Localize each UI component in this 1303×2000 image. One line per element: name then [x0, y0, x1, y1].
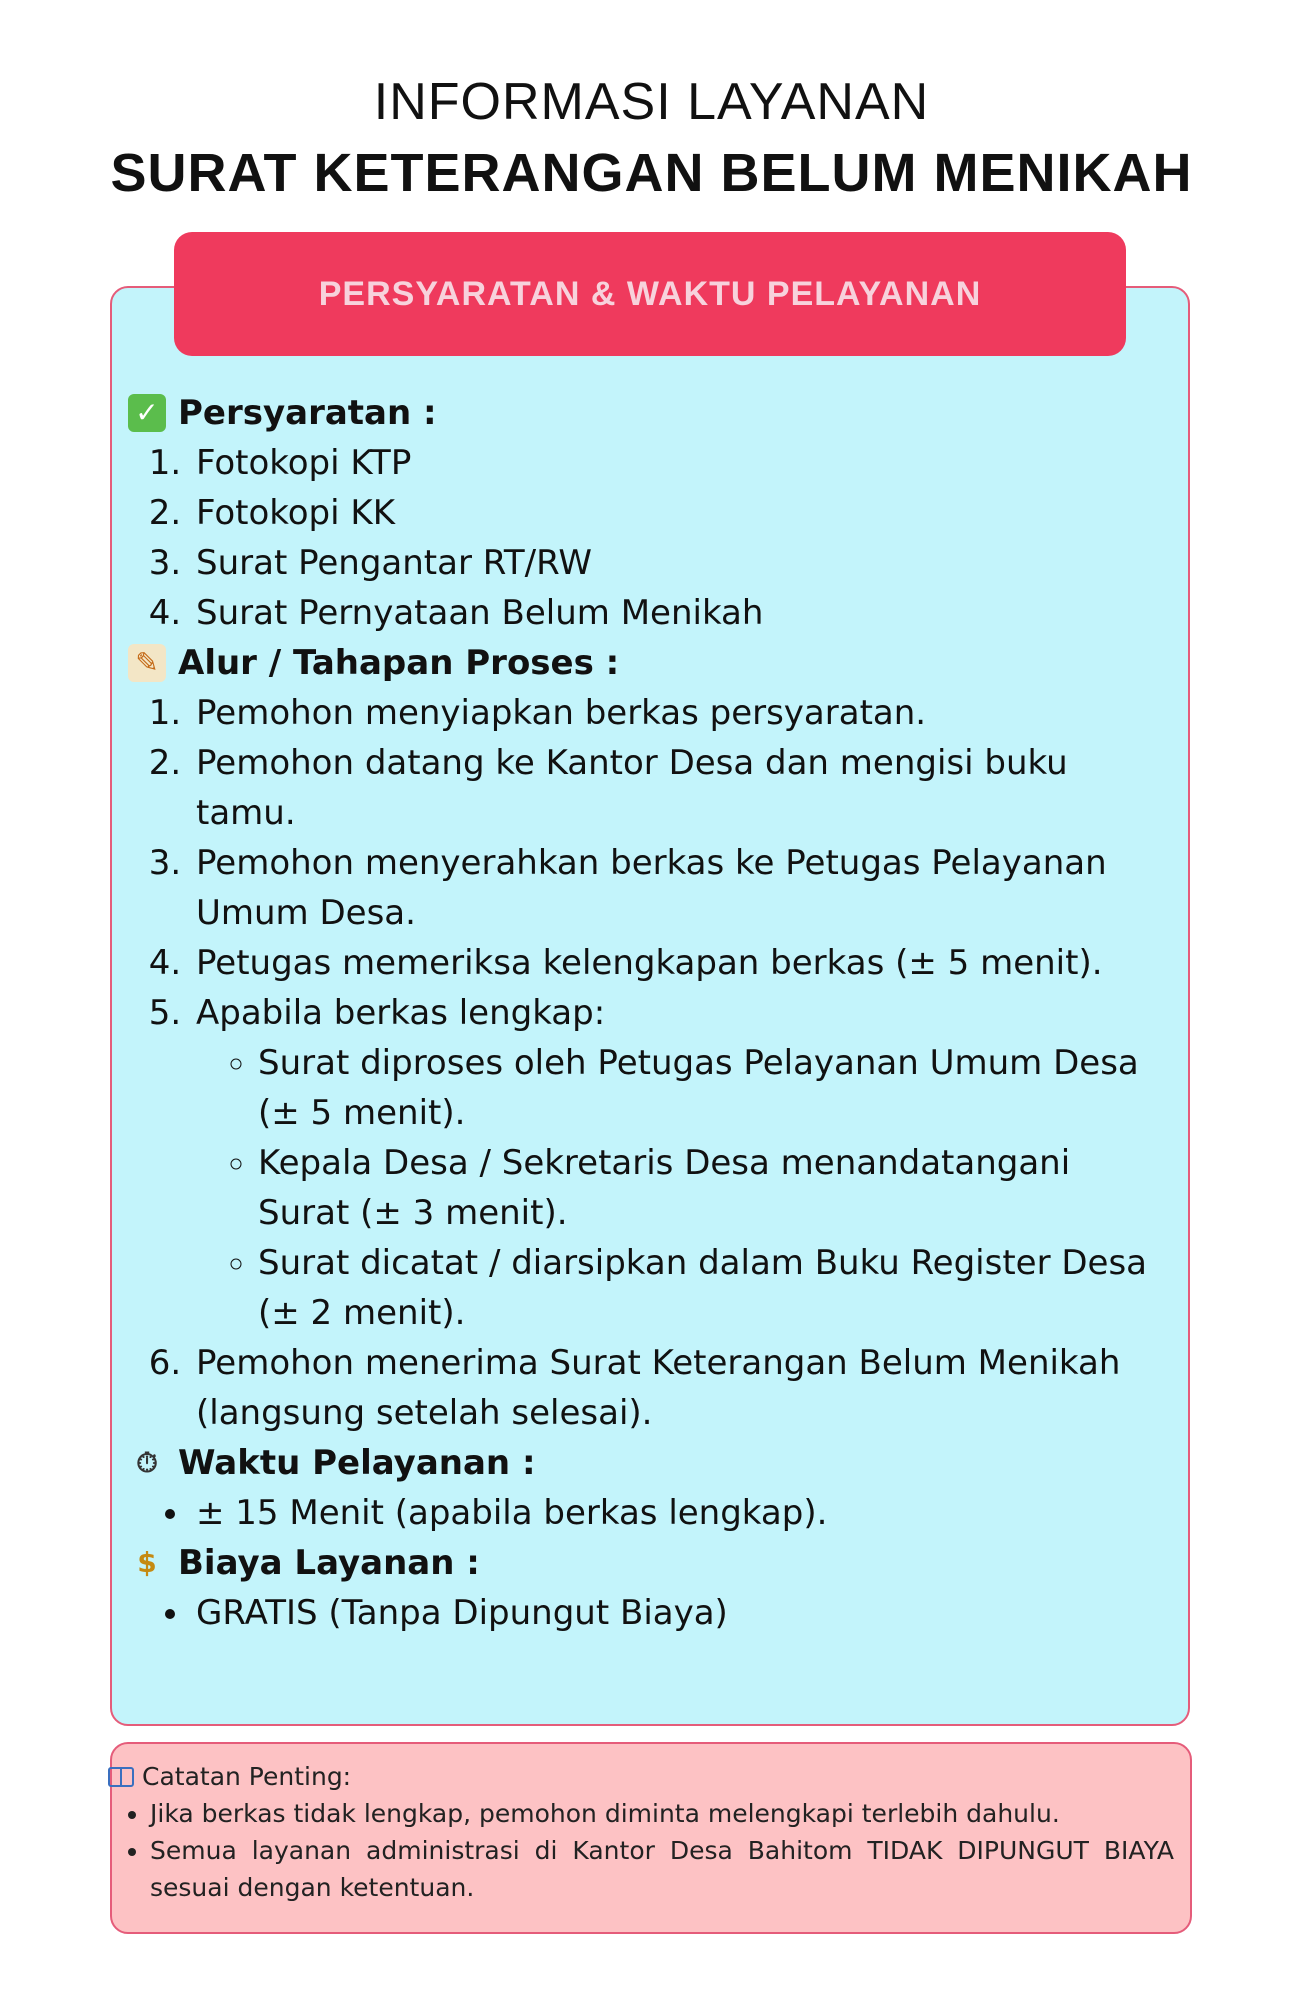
process-list: [128, 688, 1168, 1438]
requirements-heading: [128, 388, 1168, 438]
process-title: Alur / Tahapan Proses :: [178, 643, 620, 683]
list-item: • Jika berkas tidak lengkap, pemohon diminta melengkapi terlebih dahulu.: [150, 1795, 1174, 1832]
note-title: Catatan Penting:: [142, 1762, 352, 1791]
list-item: 4. Surat Pernyataan Belum Menikah: [192, 588, 1168, 638]
list-item: ◦ Surat diproses oleh Petugas Pelayanan Umum Desa (± 5 menit).: [258, 1038, 1168, 1138]
list-item: ◦ Kepala Desa / Sekretaris Desa menandatangani Surat (± 3 menit).: [258, 1138, 1168, 1238]
panel-content: [128, 388, 1168, 1638]
list-item: 1. Fotokopi KTP: [192, 438, 1168, 488]
fee-title: Biaya Layanan :: [178, 1543, 480, 1583]
note-list: [108, 1795, 1174, 1906]
list-item: [192, 988, 1168, 1338]
memo-icon: ✎: [128, 644, 166, 682]
stopwatch-icon: ⏱: [136, 1446, 158, 1479]
page-title-line2: SURAT KETERANGAN BELUM MENIKAH: [110, 143, 1193, 203]
list-item: 4. Petugas memeriksa kelengkapan berkas (± 5 menit).: [192, 938, 1168, 988]
substep-list: [196, 1038, 1168, 1338]
fee-heading: [128, 1538, 1168, 1588]
list-item: 6. Pemohon menerima Surat Keterangan Belum Menikah (langsung setelah selesai).: [192, 1338, 1168, 1438]
process-heading: [128, 638, 1168, 688]
section-banner: [174, 232, 1126, 356]
service-time-title: Waktu Pelayanan :: [178, 1443, 536, 1483]
list-item: • ± 15 Menit (apabila berkas lengkap).: [192, 1488, 1168, 1538]
note-content: [108, 1758, 1174, 1906]
list-item: 3. Surat Pengantar RT/RW: [192, 538, 1168, 588]
list-item: 1. Pemohon menyiapkan berkas persyaratan.: [192, 688, 1168, 738]
list-item: 2. Pemohon datang ke Kantor Desa dan mengisi buku tamu.: [192, 738, 1168, 838]
list-item: • GRATIS (Tanpa Dipungut Biaya): [192, 1588, 1168, 1638]
list-item: • Semua layanan administrasi di Kantor Desa Bahitom TIDAK DIPUNGUT BIAYA sesuai dengan ketentuan.: [150, 1832, 1174, 1906]
page-title-line1: INFORMASI LAYANAN: [373, 73, 930, 131]
requirements-list: [128, 438, 1168, 638]
banner-label: PERSYARATAN & WAKTU PELAYANAN: [318, 274, 982, 313]
money-bag-icon: $: [137, 1546, 157, 1579]
note-heading: [108, 1758, 1174, 1795]
service-time-list: [128, 1488, 1168, 1538]
book-icon: [108, 1767, 134, 1787]
list-item: ◦ Surat dicatat / diarsipkan dalam Buku Register Desa (± 2 menit).: [258, 1238, 1168, 1338]
list-item: 2. Fotokopi KK: [192, 488, 1168, 538]
list-item: 3. Pemohon menyerahkan berkas ke Petugas Pelayanan Umum Desa.: [192, 838, 1168, 938]
service-time-heading: [128, 1438, 1168, 1488]
check-mark-icon: ✓: [128, 394, 166, 432]
requirements-title: Persyaratan :: [178, 393, 437, 433]
list-item-text: Apabila berkas lengkap:: [196, 993, 606, 1033]
fee-list: [128, 1588, 1168, 1638]
